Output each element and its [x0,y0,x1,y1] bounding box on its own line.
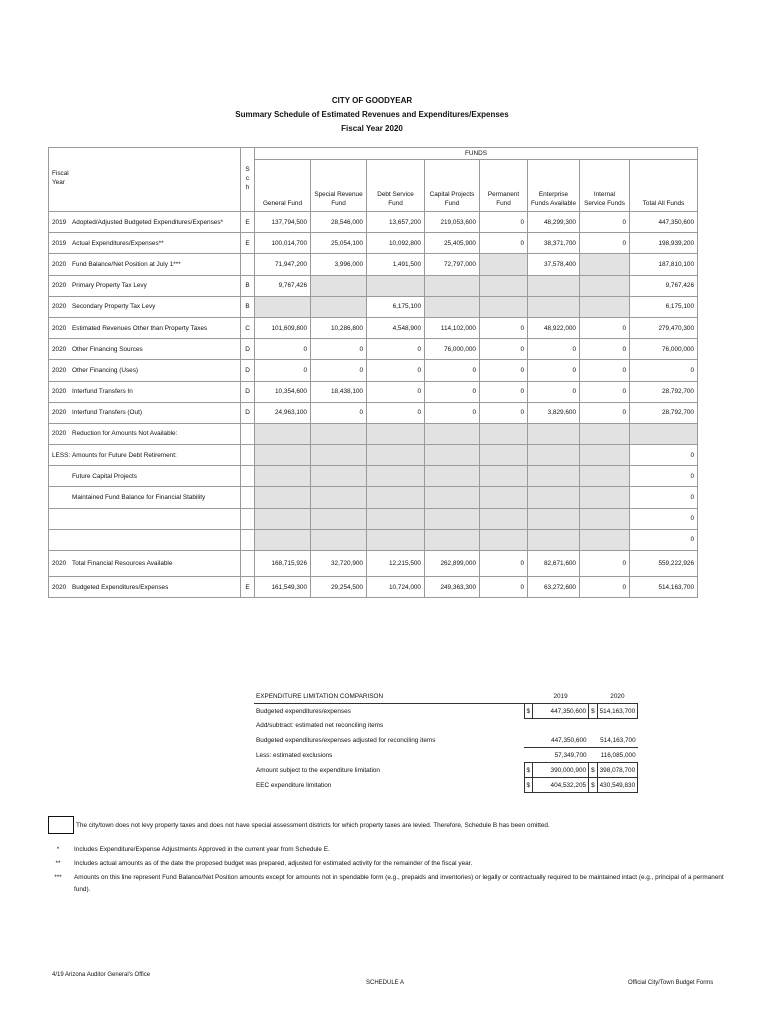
eec-dollar-2020: $ [589,704,598,719]
amount-cell [367,445,425,466]
amount-cell: 10,092,800 [367,233,425,254]
debt-service-header: Debt Service Fund [367,160,425,212]
amount-cell [528,529,580,550]
eec-dollar-2020: $ [589,778,598,793]
schedule-row [49,254,698,275]
amount-cell: 0 [425,402,480,423]
amount-cell: 0 [630,445,698,466]
total-all-funds-header: Total All Funds [630,160,698,212]
amount-cell [480,466,528,487]
amount-cell [580,487,630,508]
amount-cell: 6,175,100 [630,296,698,317]
schedule-row [49,466,698,487]
schedule-row [49,275,698,296]
amount-cell: 4,548,900 [367,317,425,338]
amount-cell: 168,715,926 [255,551,311,577]
amount-cell: 0 [630,360,698,381]
row-schedule-ref [241,466,255,487]
row-schedule-ref: D [241,381,255,402]
amount-cell: 0 [630,487,698,508]
amount-cell: 72,797,000 [425,254,480,275]
amount-cell: 0 [367,381,425,402]
eec-dollar-2020: $ [589,763,598,778]
special-revenue-header: Special Revenue Fund [311,160,367,212]
amount-cell [255,508,311,529]
amount-cell: 249,363,300 [425,577,480,598]
summary-schedule-table [48,147,698,598]
eec-dollar-2020 [589,733,598,748]
amount-cell [425,423,480,444]
amount-cell [311,529,367,550]
amount-cell [528,487,580,508]
amount-cell: 0 [630,529,698,550]
amount-cell [311,466,367,487]
eec-line [254,719,638,734]
eec-amount-2020: 514,163,700 [597,733,638,748]
row-schedule-ref: D [241,360,255,381]
amount-cell [425,508,480,529]
schedule-row [49,339,698,360]
amount-cell: 0 [580,233,630,254]
amount-cell [480,423,528,444]
amount-cell [425,275,480,296]
row-label: 2020 Other Financing Sources [49,339,241,360]
amount-cell [580,423,630,444]
row-label: 2019 Actual Expenditures/Expenses** [49,233,241,254]
eec-dollar-2019: $ [524,704,533,719]
permanent-fund-header: Permanent Fund [480,160,528,212]
amount-cell [425,296,480,317]
eec-dollar-2019 [524,748,533,763]
row-label: 2020 Primary Property Tax Levy [49,275,241,296]
amount-cell: 9,767,426 [630,275,698,296]
amount-cell: 48,922,000 [528,317,580,338]
amount-cell [311,423,367,444]
row-schedule-ref: B [241,275,255,296]
eec-line [254,778,638,793]
amount-cell [580,466,630,487]
footer-right: Official City/Town Budget Forms [628,980,714,986]
eec-line-label: Budgeted expenditures/expenses adjusted for reconciling items [256,736,436,744]
eec-dollar-2019 [524,733,533,748]
amount-cell: 29,254,500 [311,577,367,598]
amount-cell [311,296,367,317]
amount-cell [480,508,528,529]
row-schedule-ref: C [241,317,255,338]
eec-amount-2020: 514,163,700 [597,704,638,719]
amount-cell [480,487,528,508]
eec-line [254,704,638,719]
amount-cell [580,445,630,466]
amount-cell [367,487,425,508]
amount-cell: 0 [630,508,698,529]
amount-cell: 0 [528,360,580,381]
amount-cell [425,529,480,550]
row-schedule-ref: E [241,233,255,254]
row-schedule-ref [241,445,255,466]
amount-cell: 0 [311,402,367,423]
amount-cell: 0 [528,339,580,360]
schedule-row [49,577,698,598]
eec-line-label: Amount subject to the expenditure limitation [256,766,380,774]
amount-cell: 161,549,300 [255,577,311,598]
amount-cell: 137,794,500 [255,212,311,233]
amount-cell [255,445,311,466]
amount-cell: 48,299,300 [528,212,580,233]
amount-cell [425,445,480,466]
eec-dollar-2020 [589,719,598,734]
amount-cell: 0 [480,317,528,338]
amount-cell: 38,371,700 [528,233,580,254]
amount-cell: 0 [630,466,698,487]
row-schedule-ref [241,254,255,275]
internal-service-header: Internal Service Funds [580,160,630,212]
schedule-title: Summary Schedule of Estimated Revenues and Expenditures/Expenses [235,110,509,119]
row-label: 2020 Total Financial Resources Available [49,551,241,577]
schedule-row [49,551,698,577]
eec-amount-2020: 116,085,000 [597,748,638,763]
amount-cell: 0 [580,577,630,598]
amount-cell [311,487,367,508]
amount-cell: 514,163,700 [630,577,698,598]
eec-amount-2019: 447,350,600 [533,733,589,748]
amount-cell: 0 [480,212,528,233]
amount-cell [480,296,528,317]
row-label: 2020 Interfund Transfers (Out) [49,402,241,423]
amount-cell: 13,657,200 [367,212,425,233]
footer-center: SCHEDULE A [366,980,405,986]
amount-cell: 6,175,100 [367,296,425,317]
amount-cell: 3,996,000 [311,254,367,275]
amount-cell: 32,720,900 [311,551,367,577]
eec-year-2019: 2019 [533,689,589,704]
eec-line-label: EEC expenditure limitation [256,781,332,789]
amount-cell: 0 [255,360,311,381]
amount-cell: 76,000,000 [425,339,480,360]
amount-cell [255,529,311,550]
amount-cell: 0 [480,233,528,254]
amount-cell: 0 [255,339,311,360]
amount-cell [367,423,425,444]
amount-cell [255,423,311,444]
row-label: Future Capital Projects [49,466,241,487]
row-label: 2020 Estimated Revenues Other than Property Taxes [49,317,241,338]
eec-line-label: Less: estimated exclusions [256,751,333,759]
amount-cell [367,529,425,550]
amount-cell [580,275,630,296]
amount-cell: 1,491,500 [367,254,425,275]
row-schedule-ref [241,508,255,529]
amount-cell: 0 [480,551,528,577]
row-schedule-ref: D [241,339,255,360]
row-label: LESS: Amounts for Future Debt Retirement: [49,445,241,466]
amount-cell: 187,810,100 [630,254,698,275]
amount-cell [425,466,480,487]
amount-cell: 3,829,600 [528,402,580,423]
row-label [49,508,241,529]
eec-line-label: Budgeted expenditures/expenses [256,707,351,715]
amount-cell: 198,939,200 [630,233,698,254]
amount-cell: 10,724,000 [367,577,425,598]
amount-cell [480,529,528,550]
eec-amount-2019: 404,532,205 [533,778,589,793]
funds-header: FUNDS [255,148,698,160]
amount-cell: 0 [367,402,425,423]
amount-cell: 559,222,926 [630,551,698,577]
schedule-row [49,487,698,508]
amount-cell: 9,767,426 [255,275,311,296]
amount-cell [528,445,580,466]
amount-cell [311,508,367,529]
amount-cell: 82,671,600 [528,551,580,577]
fiscal-year-title: Fiscal Year 2020 [341,124,403,133]
amount-cell: 101,609,800 [255,317,311,338]
amount-cell [580,296,630,317]
schedule-b-omitted-checkbox[interactable] [48,816,74,834]
amount-cell [367,466,425,487]
eec-dollar-2019 [524,719,533,734]
amount-cell: 0 [367,339,425,360]
amount-cell: 0 [580,360,630,381]
amount-cell [311,275,367,296]
eec-dollar-2019: $ [524,778,533,793]
eec-amount-2020 [597,719,638,734]
general-fund-header: General Fund [255,160,311,212]
row-schedule-ref: B [241,296,255,317]
amount-cell [528,275,580,296]
amount-cell [528,423,580,444]
amount-cell: 0 [580,551,630,577]
row-label: 2019 Adopted/Adjusted Budgeted Expenditures/Expenses* [49,212,241,233]
amount-cell [255,487,311,508]
amount-cell [580,529,630,550]
amount-cell [480,445,528,466]
row-schedule-ref [241,487,255,508]
eec-line [254,748,638,763]
amount-cell: 28,546,000 [311,212,367,233]
amount-cell [580,254,630,275]
schedule-row [49,423,698,444]
amount-cell: 0 [580,402,630,423]
amount-cell [528,466,580,487]
footnote-3: *** Amounts on this line represent Fund Balance/Net Position amounts except for amounts not in spendable form (e.g., prepaids and inventories) or legally or contractually required to be maintained intact (e.g., principal of a permanent fund). [54,874,724,893]
eec-amount-2019: 447,350,600 [533,704,589,719]
eec-amount-2020: 398,078,700 [597,763,638,778]
amount-cell [580,508,630,529]
row-label: 2020 Other Financing (Uses) [49,360,241,381]
amount-cell: 25,054,100 [311,233,367,254]
amount-cell [255,296,311,317]
fiscal-year-header: Fiscal Year [49,148,241,212]
amount-cell: 12,215,500 [367,551,425,577]
amount-cell: 447,350,600 [630,212,698,233]
amount-cell: 76,000,000 [630,339,698,360]
row-label: 2020 Fund Balance/Net Position at July 1*** [49,254,241,275]
eec-amount-2020: 430,549,830 [597,778,638,793]
eec-heading: EXPENDITURE LIMITATION COMPARISON [254,689,524,704]
eec-line-label: Add/subtract: estimated net reconciling items [256,722,384,730]
amount-cell: 0 [311,360,367,381]
amount-cell: 0 [311,339,367,360]
row-schedule-ref [241,529,255,550]
amount-cell: 0 [580,339,630,360]
amount-cell: 0 [528,381,580,402]
schedule-row [49,212,698,233]
schedule-row [49,445,698,466]
amount-cell: 0 [480,381,528,402]
schedule-row [49,233,698,254]
row-schedule-ref: D [241,402,255,423]
schedule-row [49,381,698,402]
row-label: 2020 Budgeted Expenditures/Expenses [49,577,241,598]
amount-cell [528,508,580,529]
amount-cell: 0 [580,212,630,233]
eec-line [254,763,638,778]
amount-cell: 0 [580,381,630,402]
enterprise-funds-header: Enterprise Funds Available [528,160,580,212]
amount-cell: 71,947,200 [255,254,311,275]
amount-cell [367,508,425,529]
amount-cell [311,445,367,466]
eec-year-2020: 2020 [597,689,638,704]
amount-cell: 63,272,600 [528,577,580,598]
amount-cell: 279,470,300 [630,317,698,338]
eec-amount-2019: 57,349,700 [533,748,589,763]
row-label: 2020 Secondary Property Tax Levy [49,296,241,317]
schedule-row [49,296,698,317]
schedule-row [49,508,698,529]
schedule-row [49,402,698,423]
row-schedule-ref [241,423,255,444]
eec-dollar-2020 [589,748,598,763]
row-schedule-ref: E [241,577,255,598]
amount-cell [630,423,698,444]
amount-cell: 0 [425,360,480,381]
row-label: 2020 Reduction for Amounts Not Available: [49,423,241,444]
amount-cell: 114,102,000 [425,317,480,338]
row-schedule-ref: E [241,212,255,233]
amount-cell: 0 [425,381,480,402]
amount-cell [480,254,528,275]
schedule-row [49,360,698,381]
schedule-row [49,317,698,338]
eec-amount-2019: 390,000,900 [533,763,589,778]
amount-cell: 0 [480,402,528,423]
amount-cell: 10,286,800 [311,317,367,338]
amount-cell: 0 [480,339,528,360]
row-label: 2020 Interfund Transfers In [49,381,241,402]
eec-amount-2019 [533,719,589,734]
amount-cell [367,275,425,296]
amount-cell [425,487,480,508]
row-label [49,529,241,550]
amount-cell [255,466,311,487]
amount-cell: 18,438,100 [311,381,367,402]
amount-cell: 0 [480,577,528,598]
row-schedule-ref [241,551,255,577]
expenditure-limitation-comparison [254,689,638,793]
amount-cell: 24,963,100 [255,402,311,423]
eec-dollar-2019: $ [524,763,533,778]
amount-cell: 28,792,700 [630,402,698,423]
schedule-b-note: The city/town does not levy property taxes and does not have special assessment districts for which property taxes are levied. Therefore, Schedule B has been omitted. [76,822,550,829]
amount-cell: 100,014,700 [255,233,311,254]
amount-cell: 25,405,900 [425,233,480,254]
amount-cell: 219,053,600 [425,212,480,233]
amount-cell: 10,354,600 [255,381,311,402]
amount-cell: 262,899,000 [425,551,480,577]
amount-cell: 0 [580,317,630,338]
amount-cell [528,296,580,317]
eec-line [254,733,638,748]
schedule-row [49,529,698,550]
footnote-1: * Includes Expenditure/Expense Adjustments Approved in the current year from Schedule E. [56,846,330,853]
city-title: CITY OF GOODYEAR [331,96,413,105]
amount-cell: 0 [367,360,425,381]
footnote-2: ** Includes actual amounts as of the date the proposed budget was prepared, adjusted for estimated activity for the remainder of the fiscal year. [55,860,473,867]
row-label: Maintained Fund Balance for Financial Stability [49,487,241,508]
funds-header-row [49,148,698,160]
amount-cell: 37,578,400 [528,254,580,275]
amount-cell: 0 [480,360,528,381]
schedule-column-header: S c h [241,148,255,212]
amount-cell: 28,792,700 [630,381,698,402]
footer-left: 4/19 Arizona Auditor General's Office [52,972,151,978]
capital-projects-header: Capital Projects Fund [425,160,480,212]
amount-cell [480,275,528,296]
